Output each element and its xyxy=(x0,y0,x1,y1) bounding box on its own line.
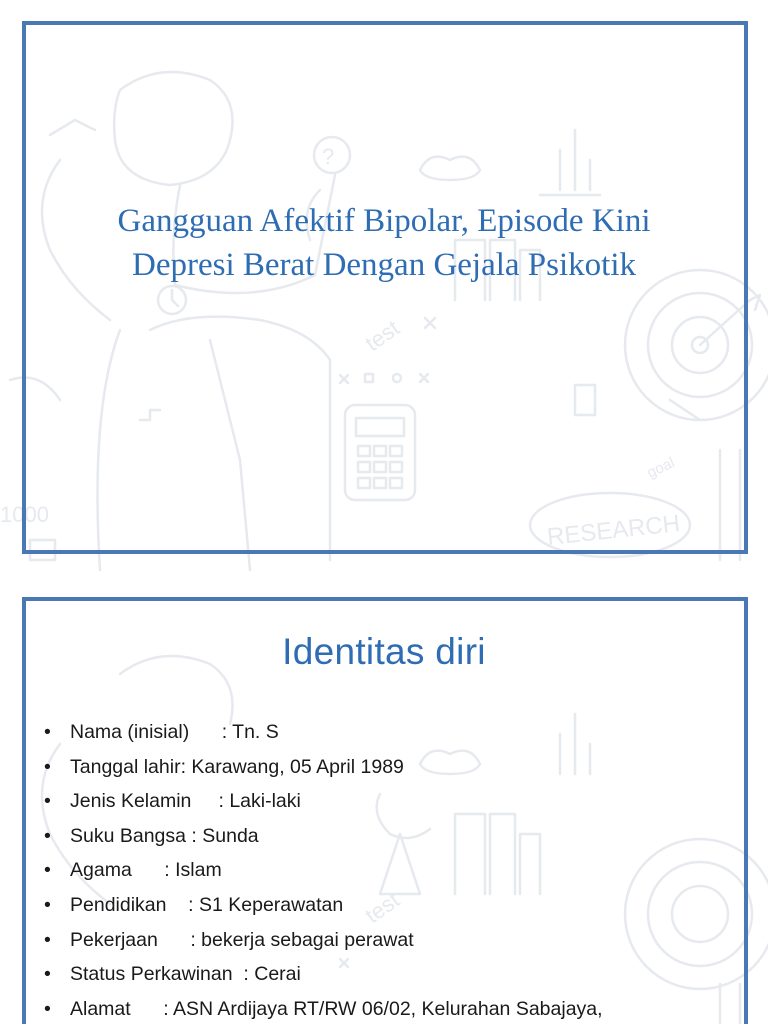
bullet-icon: • xyxy=(44,790,51,813)
slide-title xyxy=(40,199,728,287)
svg-text:?: ? xyxy=(322,144,335,169)
list-item xyxy=(44,853,603,888)
background-text-goal: goal xyxy=(644,454,678,482)
identity-name: Nama (inisial) : Tn. S xyxy=(70,721,279,743)
list-item xyxy=(44,750,603,785)
identity-address: Alamat : ASN Ardijaya RT/RW 06/02, Kelurahan Sabajaya, xyxy=(70,997,603,1020)
identity-education: Pendidikan : S1 Keperawatan xyxy=(70,893,344,916)
identity-birth: Tanggal lahir: Karawang, 05 April 1989 xyxy=(70,755,404,778)
background-text-test: test xyxy=(360,887,404,929)
identity-ethnicity: Suku Bangsa : Sunda xyxy=(70,824,259,847)
background-text-number: 1000 xyxy=(0,502,49,527)
section-title: Identitas diri xyxy=(282,631,486,672)
slide-title-line-1: Gangguan Afektif Bipolar, Episode Kini xyxy=(117,203,651,239)
list-item xyxy=(44,784,603,819)
identity-slide xyxy=(0,584,768,1024)
bullet-icon: • xyxy=(44,824,51,847)
list-item xyxy=(44,715,603,750)
list-item xyxy=(44,957,603,992)
identity-gender: Jenis Kelamin : Laki-laki xyxy=(70,790,301,813)
identity-marital-status: Status Perkawinan : Cerai xyxy=(70,963,301,986)
background-text-research: RESEARCH xyxy=(545,510,682,551)
list-item xyxy=(44,992,603,1024)
bullet-icon: • xyxy=(44,928,51,951)
bullet-icon: • xyxy=(44,755,51,778)
bullet-icon: • xyxy=(44,859,51,882)
bullet-icon: • xyxy=(44,997,51,1020)
slide-title-line-2: Depresi Berat Dengan Gejala Psikotik xyxy=(131,247,637,283)
background-text-test: test xyxy=(360,315,404,357)
identity-list xyxy=(44,715,603,1024)
list-item xyxy=(44,888,603,923)
identity-religion: Agama : Islam xyxy=(70,859,222,882)
list-item xyxy=(44,923,603,958)
bullet-icon: • xyxy=(44,963,51,986)
list-item xyxy=(44,819,603,854)
identity-occupation: Pekerjaan : bekerja sebagai perawat xyxy=(70,928,414,951)
bullet-icon: • xyxy=(44,893,51,916)
bullet-icon: • xyxy=(44,721,51,743)
title-slide-frame xyxy=(22,21,748,554)
